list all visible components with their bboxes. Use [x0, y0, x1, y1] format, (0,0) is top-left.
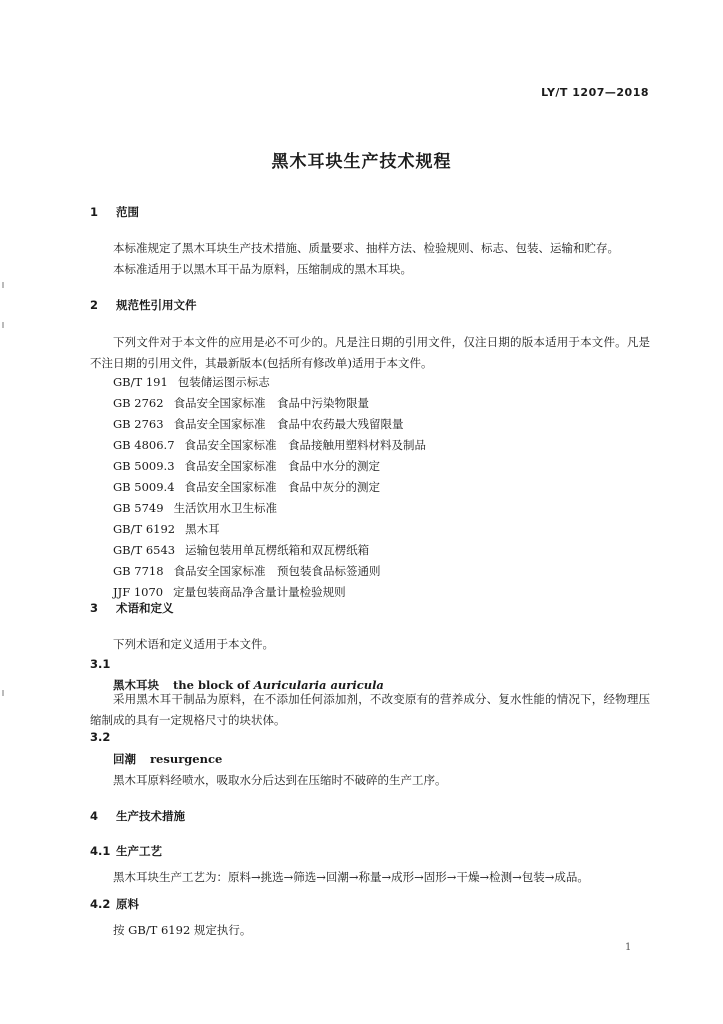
reference-code: GB 2763	[113, 417, 164, 431]
reference-item	[113, 374, 270, 390]
reference-item	[113, 542, 369, 558]
reference-name: 食品安全国家标准 食品中污染物限量	[173, 396, 370, 410]
reference-name: 定量包装商品净含量计量检验规则	[173, 585, 346, 599]
reference-item	[113, 416, 404, 432]
reference-name: 生活饮用水卫生标准	[173, 501, 278, 515]
scan-margin-mark	[2, 282, 4, 288]
term-en-prefix: the block of	[173, 678, 250, 692]
term-definition: 采用黑木耳干制品为原料，在不添加任何添加剂，不改变原有的营养成分、复水性能的情况下，经物理压缩制成的具有一定规格尺寸的块状体。	[90, 692, 650, 727]
term-number: 3.2	[90, 730, 111, 744]
section-title: 生产技术措施	[116, 809, 185, 823]
term-definition: 黑木耳原料经喷水，吸取水分后达到在压缩时不破碎的生产工序。	[113, 773, 447, 787]
standard-code: LY/T 1207—2018	[541, 86, 649, 99]
section-number: 3	[90, 601, 99, 615]
section-number: 1	[90, 205, 99, 219]
term-heading	[113, 751, 222, 767]
paragraph: 黑木耳块生产工艺为：原料→挑选→筛选→回潮→称量→成形→固形→干燥→检测→包装→成品。	[113, 870, 589, 884]
reference-name: 食品安全国家标准 食品中水分的测定	[184, 459, 381, 473]
reference-item	[113, 500, 277, 516]
reference-code: GB/T 6192	[113, 522, 176, 536]
reference-item	[113, 437, 426, 453]
reference-code: GB 5009.3	[113, 459, 175, 473]
reference-name: 包装储运图示标志	[177, 375, 270, 389]
term-number: 3.1	[90, 657, 111, 671]
reference-code: GB 2762	[113, 396, 164, 410]
section-2-heading	[90, 297, 197, 313]
reference-code: GB/T 191	[113, 375, 168, 389]
section-1-heading	[90, 204, 139, 220]
section-number: 4.2	[90, 897, 111, 911]
reference-name: 食品安全国家标准 食品中灰分的测定	[184, 480, 381, 494]
reference-item	[113, 458, 380, 474]
paragraph: 本标准规定了黑木耳块生产技术措施、质量要求、抽样方法、检验规则、标志、包装、运输和贮存。	[113, 241, 619, 255]
section-4-heading	[90, 808, 185, 824]
reference-name: 黑木耳	[185, 522, 220, 536]
document-title: 黑木耳块生产技术规程	[271, 152, 452, 172]
reference-code: JJF 1070	[113, 585, 164, 599]
scan-margin-mark	[2, 690, 4, 696]
reference-code: GB 7718	[113, 564, 164, 578]
term-zh: 黑木耳块	[113, 678, 159, 692]
reference-name: 食品安全国家标准 食品接触用塑料材料及制品	[184, 438, 427, 452]
reference-code: GB/T 6543	[113, 543, 176, 557]
term-zh: 回潮	[113, 752, 136, 766]
scan-margin-mark	[2, 322, 4, 328]
subsection-4-2-heading	[90, 896, 139, 912]
reference-item	[113, 584, 346, 600]
reference-name: 食品安全国家标准 预包装食品标签通则	[173, 564, 381, 578]
paragraph: 本标准适用于以黑木耳干品为原料，压缩制成的黑木耳块。	[113, 262, 412, 276]
reference-code: GB 4806.7	[113, 438, 175, 452]
section-title: 范围	[116, 205, 139, 219]
section-3-heading	[90, 600, 174, 616]
section-title: 原料	[116, 897, 139, 911]
reference-item	[113, 395, 369, 411]
page-number: 1	[625, 942, 632, 953]
section-title: 规范性引用文件	[116, 298, 197, 312]
section-number: 4	[90, 809, 99, 823]
reference-name: 食品安全国家标准 食品中农药最大残留限量	[173, 417, 404, 431]
section-number: 2	[90, 298, 99, 312]
reference-item	[113, 521, 220, 537]
reference-item	[113, 479, 380, 495]
subsection-4-1-heading	[90, 843, 162, 859]
term-en-italic: Auricularia auricula	[253, 678, 384, 692]
paragraph: 下列术语和定义适用于本文件。	[113, 637, 274, 651]
section-number: 4.1	[90, 844, 111, 858]
reference-name: 运输包装用单瓦楞纸箱和双瓦楞纸箱	[185, 543, 370, 557]
reference-code: GB 5009.4	[113, 480, 175, 494]
reference-item	[113, 563, 381, 579]
term-en: resurgence	[150, 752, 223, 766]
reference-code: GB 5749	[113, 501, 164, 515]
section-title: 生产工艺	[116, 844, 162, 858]
paragraph: 按 GB/T 6192 规定执行。	[113, 923, 252, 937]
paragraph: 下列文件对于本文件的应用是必不可少的。凡是注日期的引用文件，仅注日期的版本适用于本文件。凡是不注日期的引用文件，其最新版本(包括所有修改单)适用于本文件。	[90, 335, 650, 370]
section-title: 术语和定义	[116, 601, 174, 615]
